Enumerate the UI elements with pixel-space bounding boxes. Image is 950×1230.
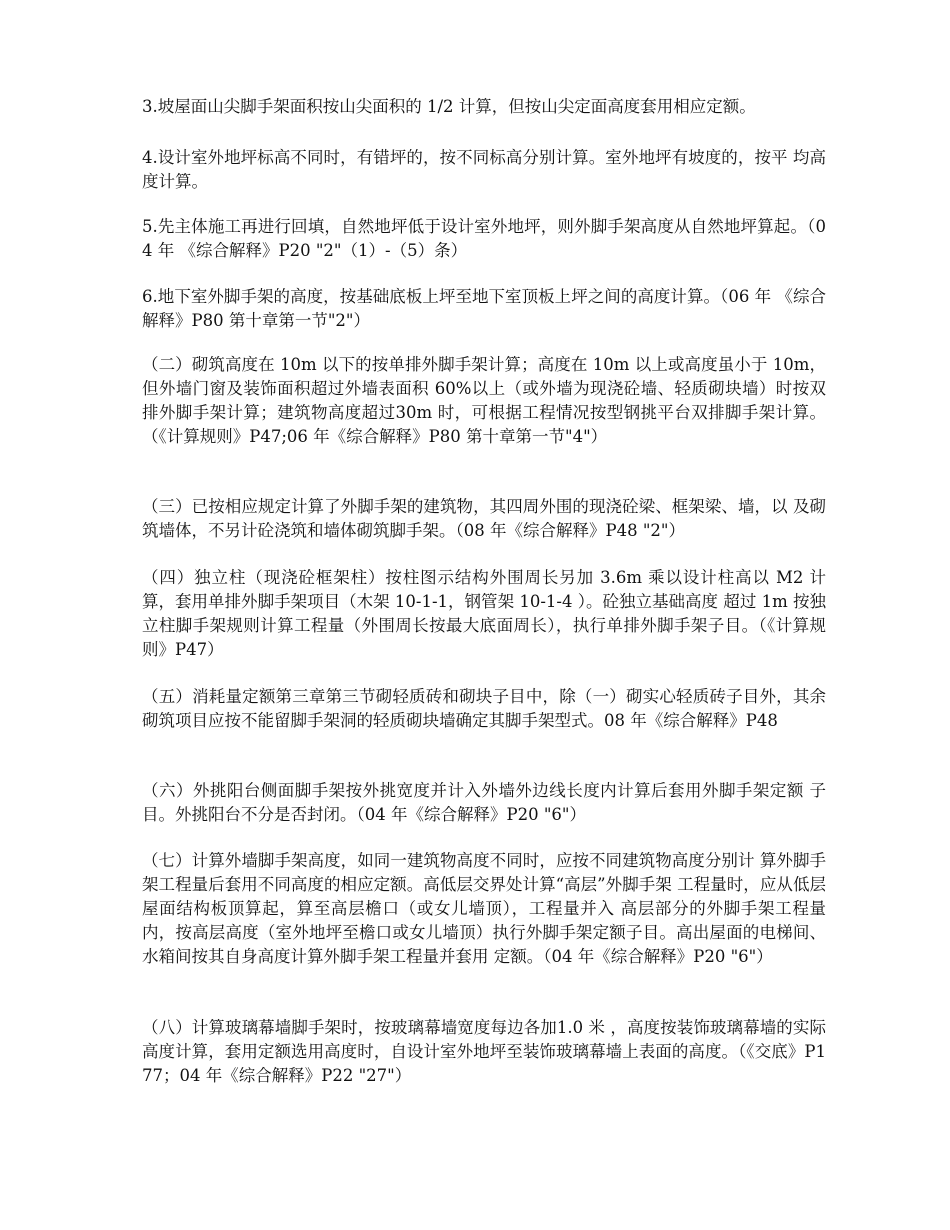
paragraph-section-5: （五）消耗量定额第三章第三节砌轻质砖和砌块子目中，除（一）砌实心轻质砖子目外，其余砌筑项目应按不能留脚手架洞的轻质砌块墙确定其脚手架型式。08 年《综合解释》P48 [142, 687, 826, 730]
paragraph-section-4: （四）独立柱（现浇砼框架柱）按柱图示结构外围周长另加 3.6m 乘以设计柱高以 M2 计算，套用单排外脚手架项目（木架 10-1-1，钢管架 10-1-4 ）。砼独立基础高度 超过 1m 按独立柱脚手架规则计算工程量（外围周长按最大底面周长），执行单排外脚手架子目。（《计算规则》P47） [142, 568, 826, 659]
paragraph-5: 5.先主体施工再进行回填，自然地坪低于设计室外地坪，则外脚手架高度从自然地坪算起。（04 年 《综合解释》P20 "2"（1）-（5）条） [142, 217, 826, 260]
paragraph-3: 3.坡屋面山尖脚手架面积按山尖面积的 1/2 计算，但按山尖定面高度套用相应定额。 [142, 97, 756, 116]
paragraph-section-7: （七）计算外墙脚手架高度，如同一建筑物高度不同时，应按不同建筑物高度分别计 算外脚手架工程量后套用不同高度的相应定额。高低层交界处计算“高层”外脚手架 工程量时，应从低层屋面结构板顶算起，算至高层檐口（或女儿墙顶），工程量并入 高层部分的外脚手架工程量内，按高层高度（室外地坪至檐口或女儿墙顶）执行外脚手架定额子目。高出屋面的电梯间、水箱间按其自身高度计算外脚手架工程量并套用 定额。（04 年《综合解释》P20 "6"） [142, 851, 826, 966]
paragraph-4: 4.设计室外地坪标高不同时，有错坪的，按不同标高分别计算。室外地坪有坡度的，按平 均高度计算。 [142, 148, 826, 191]
paragraph-section-2: （二）砌筑高度在 10m 以下的按单排外脚手架计算；高度在 10m 以上或高度虽小于 10m，但外墙门窗及装饰面积超过外墙表面积 60%以上（或外墙为现浇砼墙、轻质砌块墙）时按双排外脚手架计算；建筑物高度超过30m 时，可根据工程情况按型钢挑平台双排脚手架计算。（《计算规则》P47;06 年《综合解释》P80 第十章第一节"4"） [142, 355, 826, 446]
paragraph-6: 6.地下室外脚手架的高度，按基础底板上坪至地下室顶板上坪之间的高度计算。（06 年 《综合解释》P80 第十章第一节"2"） [142, 287, 826, 330]
paragraph-section-3: （三）已按相应规定计算了外脚手架的建筑物，其四周外围的现浇砼梁、框架梁、墙，以 及砌筑墙体，不另计砼浇筑和墙体砌筑脚手架。（08 年《综合解释》P48 "2"） [142, 497, 826, 540]
paragraph-section-6: （六）外挑阳台侧面脚手架按外挑宽度并计入外墙外边线长度内计算后套用外脚手架定额 子目。外挑阳台不分是否封闭。（04 年《综合解释》P20 "6"） [142, 781, 826, 824]
paragraph-section-8: （八）计算玻璃幕墙脚手架时，按玻璃幕墙宽度每边各加1.0 米 ，高度按装饰玻璃幕墙的实际高度计算，套用定额选用高度时，自设计室外地坪至装饰玻璃幕墙上表面的高度。（《交底》P177；04 年《综合解释》P22 "27"） [142, 1018, 826, 1085]
